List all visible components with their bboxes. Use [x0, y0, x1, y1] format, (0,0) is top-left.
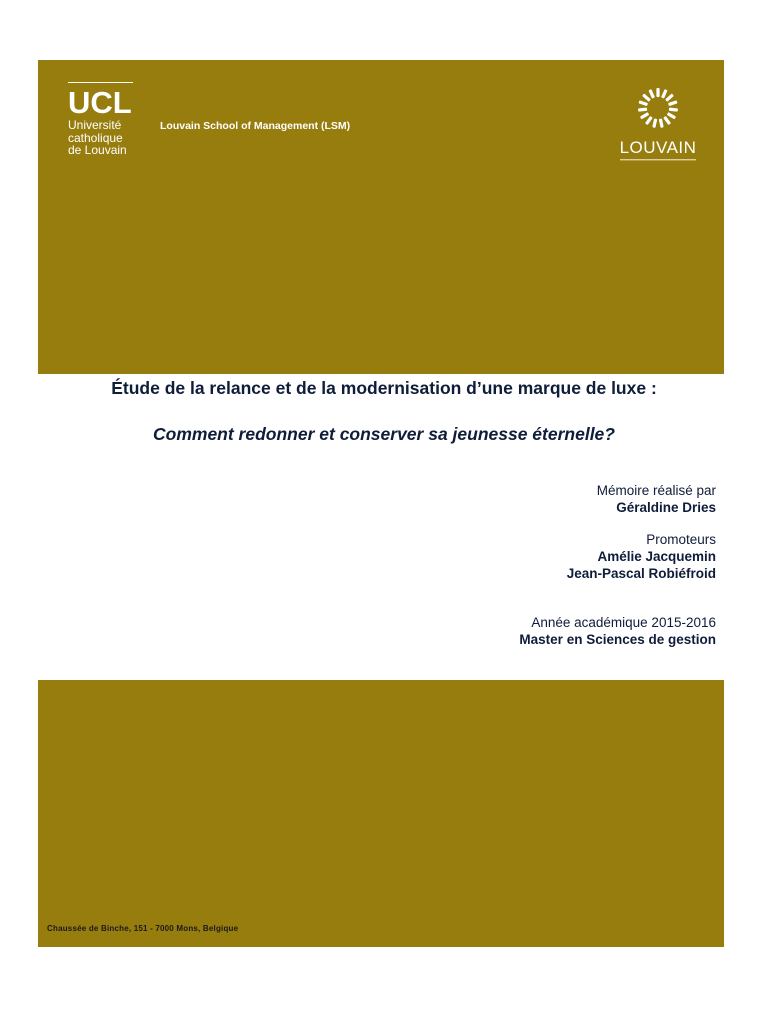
school-name: Louvain School of Management (LSM) — [160, 120, 351, 132]
document-subtitle: Comment redonner et conserver sa jeunesse éternelle? — [153, 424, 615, 444]
academic-block — [519, 614, 716, 648]
ucl-acronym: UCL — [68, 85, 132, 120]
promoteurs-label: Promoteurs — [646, 532, 716, 547]
ucl-logo — [68, 82, 133, 157]
header-band — [38, 60, 724, 374]
footer-band — [38, 680, 724, 947]
ucl-name-line2: catholique — [68, 130, 123, 145]
ucl-logo-rule — [68, 82, 133, 83]
louvain-logo — [615, 86, 701, 166]
sunburst-icon — [636, 86, 680, 130]
academic-year: Année académique 2015-2016 — [531, 615, 716, 630]
promoteur-name: Jean-Pascal Robiéfroid — [566, 566, 716, 581]
author-block — [597, 482, 716, 516]
promoteur-name: Amélie Jacquemin — [597, 549, 716, 564]
document-title: Étude de la relance et de la modernisation d’une marque de luxe : — [111, 378, 657, 398]
program-name: Master en Sciences de gestion — [519, 632, 716, 647]
ucl-name-line3: de Louvain — [68, 143, 127, 157]
promoteurs-block — [567, 531, 716, 582]
louvain-tagline-graphic — [615, 157, 701, 166]
tagline-lines — [618, 157, 698, 163]
author-name: Géraldine Dries — [616, 500, 716, 515]
footer-address: Chaussée de Binche, 151 - 7000 Mons, Belgique — [47, 924, 239, 933]
louvain-wordmark: LOUVAIN — [619, 138, 697, 157]
ucl-name — [68, 119, 133, 157]
author-label: Mémoire réalisé par — [596, 483, 716, 498]
ucl-name-line1: Université — [68, 118, 122, 132]
